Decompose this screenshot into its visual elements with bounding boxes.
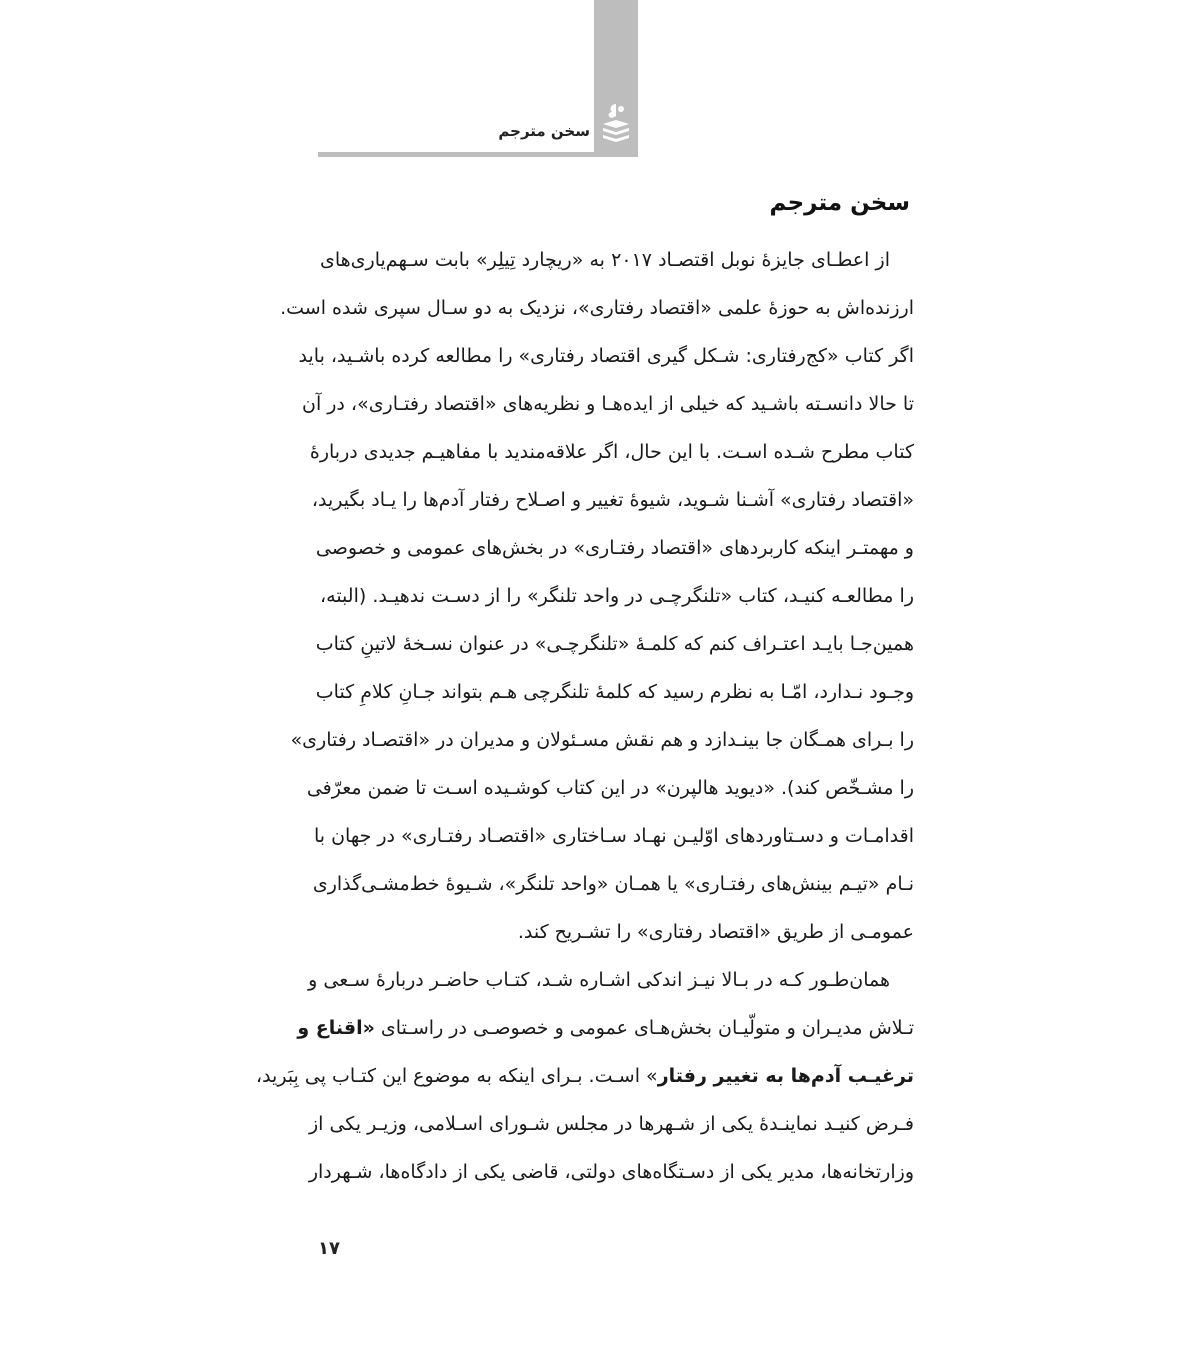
page-number: ۱۷ [318,1238,340,1259]
text-line: نـام «تیـم بینش‌های رفتـاری» یا همـان «واحد تلنگر»، شـیوۀ خط‌مشـی‌گذاری [312,873,914,895]
text-line: را مطالعـه کنیـد، کتاب «تلنگرچـی در واحد تلنگر» را از دسـت ندهیـد. (البته، [320,585,914,607]
text-line: و مهمتـر اینکه کاربردهای «اقتصاد رفتـاری» در بخش‌های عمومی و خصوصی [315,537,914,559]
book-stack-icon [598,100,634,148]
text-span: » اسـت. بـرای اینکه به موضوع این کتـاب پی بِبَرید، [255,1065,658,1087]
emphasis-text: ترغیـب آدم‌ها به تغییر رفتار [657,1065,914,1087]
text-line: را بـرای همـگان جا بینـدازد و هم نقش مسـئولان و مدیران در «اقتصـاد رفتاری» [290,729,914,751]
emphasis-text: «اقناع و [297,1017,375,1039]
body-text [255,236,914,1196]
text-span: تـلاش مدیـران و متولّیـان بخش‌هـای عمومی و خصوصـی در راسـتای [374,1017,914,1039]
text-line: اگر کتاب «کج‌رفتاری: شـکل گیری اقتصاد رفتاری» را مطالعه کرده باشـید، باید [298,345,914,367]
section-heading: سخن مترجم [769,190,910,216]
text-line: همین‌جـا بایـد اعتـراف کنم که کلمـۀ «تلنگرچـی» در عنوان نسـخۀ لاتینِ کتاب [315,633,914,655]
text-line: وجـود نـدارد، امّـا به نظرم رسید که کلمۀ تلنگرچی هـم بتواند جـانِ کلامِ کتاب [315,681,914,703]
text-line [297,1004,914,1052]
text-line: همان‌طـور کـه در بـالا نیـز اندکی اشـاره شـد، کتـاب حاضـر دربارۀ سـعی و [308,969,890,991]
text-line [255,1052,914,1100]
text-line: از اعطـای جایزۀ نوبل اقتصـاد ۲۰۱۷ به «ریچارد تِیلِر» بابت سـهم‌یاری‌های [320,249,890,271]
text-line: تا حالا دانسـته باشـید که خیلی از ایده‌هـا و نظریه‌های «اقتصاد رفتـاری»، در آن [301,393,914,415]
text-line: «اقتصاد رفتاری» آشـنا شـوید، شیوۀ تغییر و اصـلاح رفتار آدم‌ها را یـاد بگیرید، [311,489,914,511]
text-line: اقدامـات و دسـتاوردهای اوّلیـن نهـاد سـاختاری «اقتصـاد رفتـاری» در جهان با [313,825,914,847]
running-head: سخن مترجم [498,122,590,140]
text-line: را مشـخّص کند). «دیوید هالپرن» در این کتاب کوشـیده اسـت تا ضمن معرّفی [306,777,914,799]
header-rule [318,152,638,157]
text-line: وزارتخانه‌ها، مدیر یکی از دسـتگاه‌های دولتی، قاضی یکی از دادگاه‌ها، شـهردار [308,1161,914,1183]
text-line: عمومـی از طریق «اقتصاد رفتاری» را تشـریح کند. [517,921,914,943]
text-line: کتاب مطرح شـده اسـت. با این حال، اگر علاقه‌مندید با مفاهیـم جدیدی دربارۀ [309,441,914,463]
text-line: ارزنده‌اش به حوزۀ علمی «اقتصاد رفتاری»، نزدیک به دو سـال سپری شده است. [280,297,914,319]
text-line: فـرض کنیـد نماینـدۀ یکی از شـهرها در مجلس شـورای اسـلامی، وزیـر یکی از [308,1113,914,1135]
